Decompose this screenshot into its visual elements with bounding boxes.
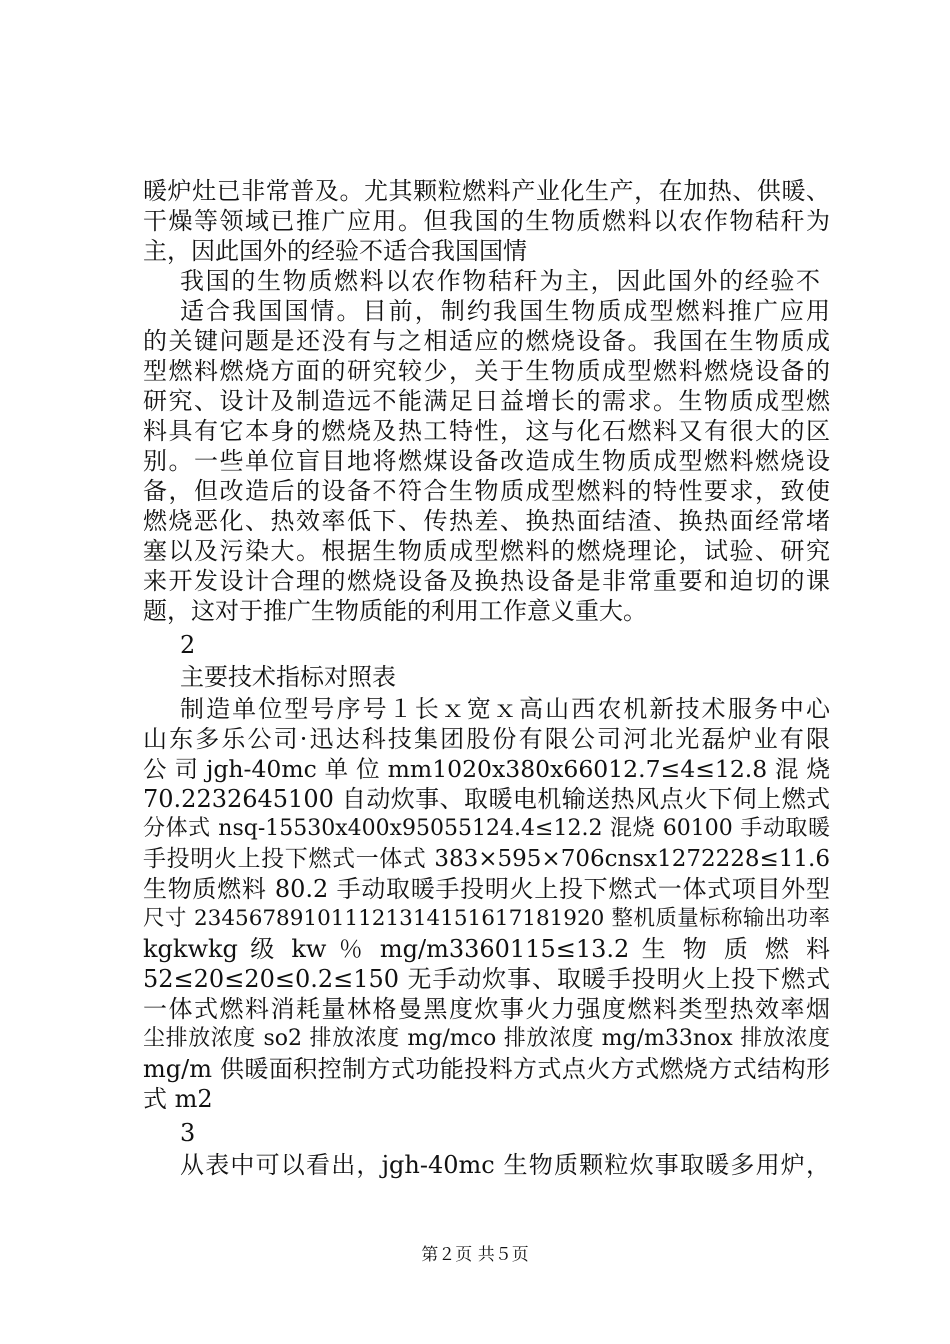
text-line-28: 一体式燃料消耗量林格曼黑度炊事火力强度燃料类型热效率烟 [143,995,830,1023]
text-line-18: 制造单位型号序号１长ｘ宽ｘ高山西农机新技术服务中心 [180,695,830,723]
page-number-marker-2: 2 [180,631,196,659]
text-line-1: 暖炉灶已非常普及。尤其颗粒燃料产业化生产，在加热、供暖、 [143,177,830,205]
text-line-6: 的关键问题是还没有与之相适应的燃烧设备。我国在生物质成 [143,327,830,355]
table-title: 主要技术指标对照表 [180,663,396,691]
page-footer: 第２页 共５页 [421,1245,529,1265]
text-line-12: 燃烧恶化、热效率低下、传热差、换热面结渣、换热面经常堵 [143,507,830,535]
text-line-3: 主，因此国外的经验不适合我国国情 [143,237,527,265]
text-line-23: 手投明火上投下燃式一体式 383×595×706cnsx1272228≤11.6 [143,846,830,872]
text-line-13: 塞以及污染大。根据生物质成型燃料的燃烧理论，试验、研究 [143,537,830,565]
text-line-30: mg/m 供暖面积控制方式功能投料方式点火方式燃烧方式结构形 [143,1055,830,1083]
text-line-21: 70.2232645100 自动炊事、取暖电机输送热风点火下伺上燃式 [143,785,830,813]
text-line-29: 尘排放浓度 so2 排放浓度 mg/mco 排放浓度 mg/m33nox 排放浓度 [143,1026,830,1051]
text-line-31: 式 m2 [143,1085,213,1113]
text-line-7: 型燃料燃烧方面的研究较少，关于生物质成型燃料燃烧设备的 [143,357,830,385]
text-line-5: 适合我国国情。目前，制约我国生物质成型燃料推广应用 [180,297,830,325]
page-number-marker-3: 3 [180,1119,196,1147]
text-line-2: 干燥等领域已推广应用。但我国的生物质燃料以农作物秸秆为 [143,207,830,235]
text-line-11: 备，但改造后的设备不符合生物质成型燃料的特性要求，致使 [143,477,830,505]
text-line-22: 分体式 nsq-15530x400x95055124.4≤12.2 混烧 60100 手动取暖 [143,816,830,841]
text-line-19: 山东多乐公司·迅达科技集团股份有限公司河北光磊炉业有限 [143,725,830,753]
text-line-27: 52≤20≤20≤0.2≤150 无手动炊事、取暖手投明火上投下燃式 [143,965,830,993]
text-line-20: 公 司 jgh-40mc 单 位 mm1020x380x66012.7≤4≤12.8 混 烧 [143,755,830,783]
text-line-25: 尺寸 234567891011121314151617181920 整机质量标称输出功率 [143,906,830,931]
text-line-15: 题，这对于推广生物质能的利用工作意义重大。 [143,597,647,625]
text-line-33: 从表中可以看出，jgh-40mc 生物质颗粒炊事取暖多用炉， [180,1151,830,1179]
text-line-10: 别。一些单位盲目地将燃煤设备改造成生物质成型燃料燃烧设 [143,447,830,475]
text-line-24: 生物质燃料 80.2 手动取暖手投明火上投下燃式一体式项目外型 [143,875,830,903]
text-line-14: 来开发设计合理的燃烧设备及换热设备是非常重要和迫切的课 [143,567,830,595]
text-line-4: 我国的生物质燃料以农作物秸秆为主，因此国外的经验不 [180,267,820,295]
text-line-26: kgkwkg 级 kw ％ mg/m3360115≤13.2 生 物 质 燃 料 [143,935,830,963]
text-line-8: 研究、设计及制造远不能满足日益增长的需求。生物质成型燃 [143,387,830,415]
text-line-9: 料具有它本身的燃烧及热工特性，这与化石燃料又有很大的区 [143,417,830,445]
